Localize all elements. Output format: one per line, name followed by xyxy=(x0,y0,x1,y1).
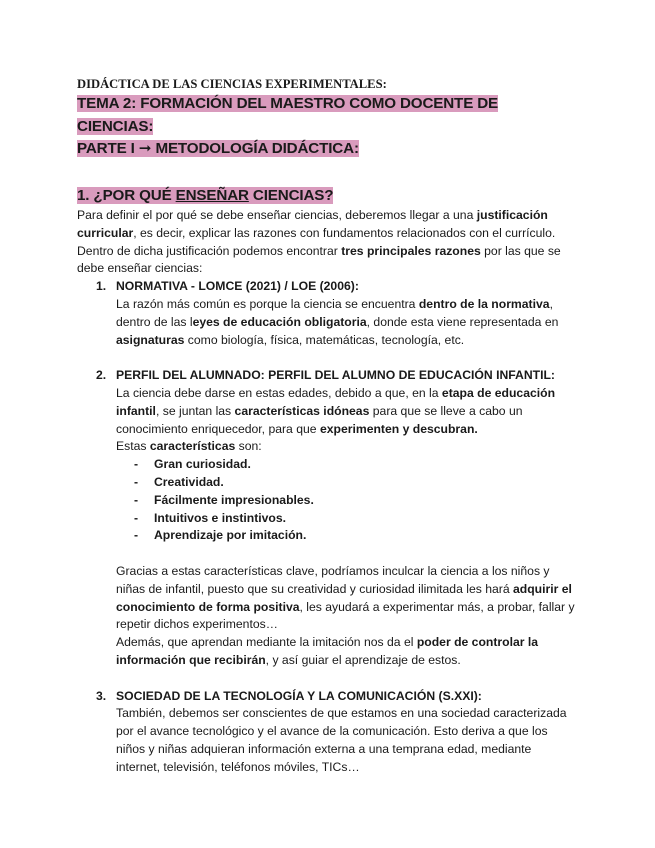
reason-text-continued: Gracias a estas características clave, podríamos inculcar la ciencia a los niños y niñas de infantil, puesto que su creatividad y curiosidad ilimitada les hará adquirir el conocimiento de forma positiva, les ayudará a experimentar más, a probar, fallar y repetir dichos experimentos… xyxy=(116,563,575,632)
reason-heading: SOCIEDAD DE LA TECNOLOGÍA Y LA COMUNICACIÓN (S.XXI): xyxy=(116,688,482,703)
list-item: - Intuitivos e instintivos. xyxy=(134,510,287,525)
list-item: - Gran curiosidad. xyxy=(134,457,251,472)
reason-item-1: 1. NORMATIVA - LOMCE (2021) / LOE (2006): La razón más común es porque la ciencia se encuentra dentro de la normativa, dentro de las leyes de educación obligatoria, donde esta viene representada en asignaturas como biología, física, matemáticas, tecnología, etc. xyxy=(77,278,577,367)
list-item: - Fácilmente impresionables. xyxy=(134,492,314,507)
reason-text-imitation: Además, que aprendan mediante la imitación nos da el poder de controlar la información que recibirán, y así guiar el aprendizaje de estos. xyxy=(116,635,539,667)
document-content xyxy=(77,76,577,777)
topic-title-line-2: PARTE I ➞ METODOLOGÍA DIDÁCTICA: xyxy=(77,140,359,157)
intro-paragraph: Para definir el por qué se debe enseñar ciencias, deberemos llegar a una justificación curricular, es decir, explicar las razones con fundamentos relacionados con el currículo. Dentro de dicha justificación podemos encontrar tres principales razones por las que se debe enseñar ciencias: xyxy=(77,208,561,276)
reason-heading: NORMATIVA - LOMCE (2021) / LOE (2006): xyxy=(116,279,359,294)
topic-title-line-1: TEMA 2: FORMACIÓN DEL MAESTRO COMO DOCENTE DE CIENCIAS: xyxy=(77,95,499,135)
reason-text: También, debemos ser conscientes de que estamos en una sociedad caracterizada por el avance tecnológico y el avance de la comunicación. Esto deriva a que los niños y niñas adquieran información externa a una temprana edad, mediante internet, televisión, teléfonos móviles, TICs… xyxy=(116,706,567,774)
list-item: - Creatividad. xyxy=(134,474,224,489)
reason-item-2: 2. PERFIL DEL ALUMNADO: PERFIL DEL ALUMNO DE EDUCACIÓN INFANTIL: La ciencia debe darse en estas edades, debido a que, en la etapa de educación infantil, se juntan las características idóneas para que se lleve a cabo un conocimiento enriquecedor, para que experimenten y descubran. Estas características son: - Gran curiosidad. - Creatividad. - Fácilmente impresionables. - Intuitivos e instintivos. - Aprendizaje por imitación. Gracias a estas características clave, podríamos inculcar la ciencia a los niños y niñas de infantil, puesto que su creatividad y curiosidad ilimitada les hará adquirir el conocimiento de forma positiva, les ayudará a experimentar más, a probar, fallar y repetir dichos experimentos… Además, que aprendan mediante la imitación nos da el poder de controlar la información que recibirán, y así guiar el aprendizaje de estos. xyxy=(77,367,577,687)
section-heading: 1. ¿POR QUÉ ENSEÑAR CIENCIAS? xyxy=(77,186,334,204)
characteristics-intro: Estas características son: xyxy=(116,439,262,454)
course-title: DIDÁCTICA DE LAS CIENCIAS EXPERIMENTALES: xyxy=(77,77,387,91)
reasons-list xyxy=(77,278,577,776)
list-item: - Aprendizaje por imitación. xyxy=(134,528,307,543)
characteristics-list xyxy=(116,456,577,545)
reason-item-3: 3. SOCIEDAD DE LA TECNOLOGÍA Y LA COMUNICACIÓN (S.XXI): También, debemos ser conscientes de que estamos en una sociedad caracterizada por el avance tecnológico y el avance de la comunicación. Esto deriva a que los niños y niñas adquieran información externa a una temprana edad, mediante internet, televisión, teléfonos móviles, TICs… xyxy=(77,688,577,777)
reason-heading: PERFIL DEL ALUMNADO: PERFIL DEL ALUMNO DE EDUCACIÓN INFANTIL: xyxy=(116,368,555,383)
reason-text: La ciencia debe darse en estas edades, debido a que, en la etapa de educación infantil, se juntan las características idóneas para que se lleve a cabo un conocimiento enriquecedor, para que experimenten y descubran. xyxy=(116,385,556,436)
reason-text: La razón más común es porque la ciencia se encuentra dentro de la normativa, dentro de las leyes de educación obligatoria, donde esta viene representada en asignaturas como biología, física, matemáticas, tecnología, etc. xyxy=(116,296,559,347)
